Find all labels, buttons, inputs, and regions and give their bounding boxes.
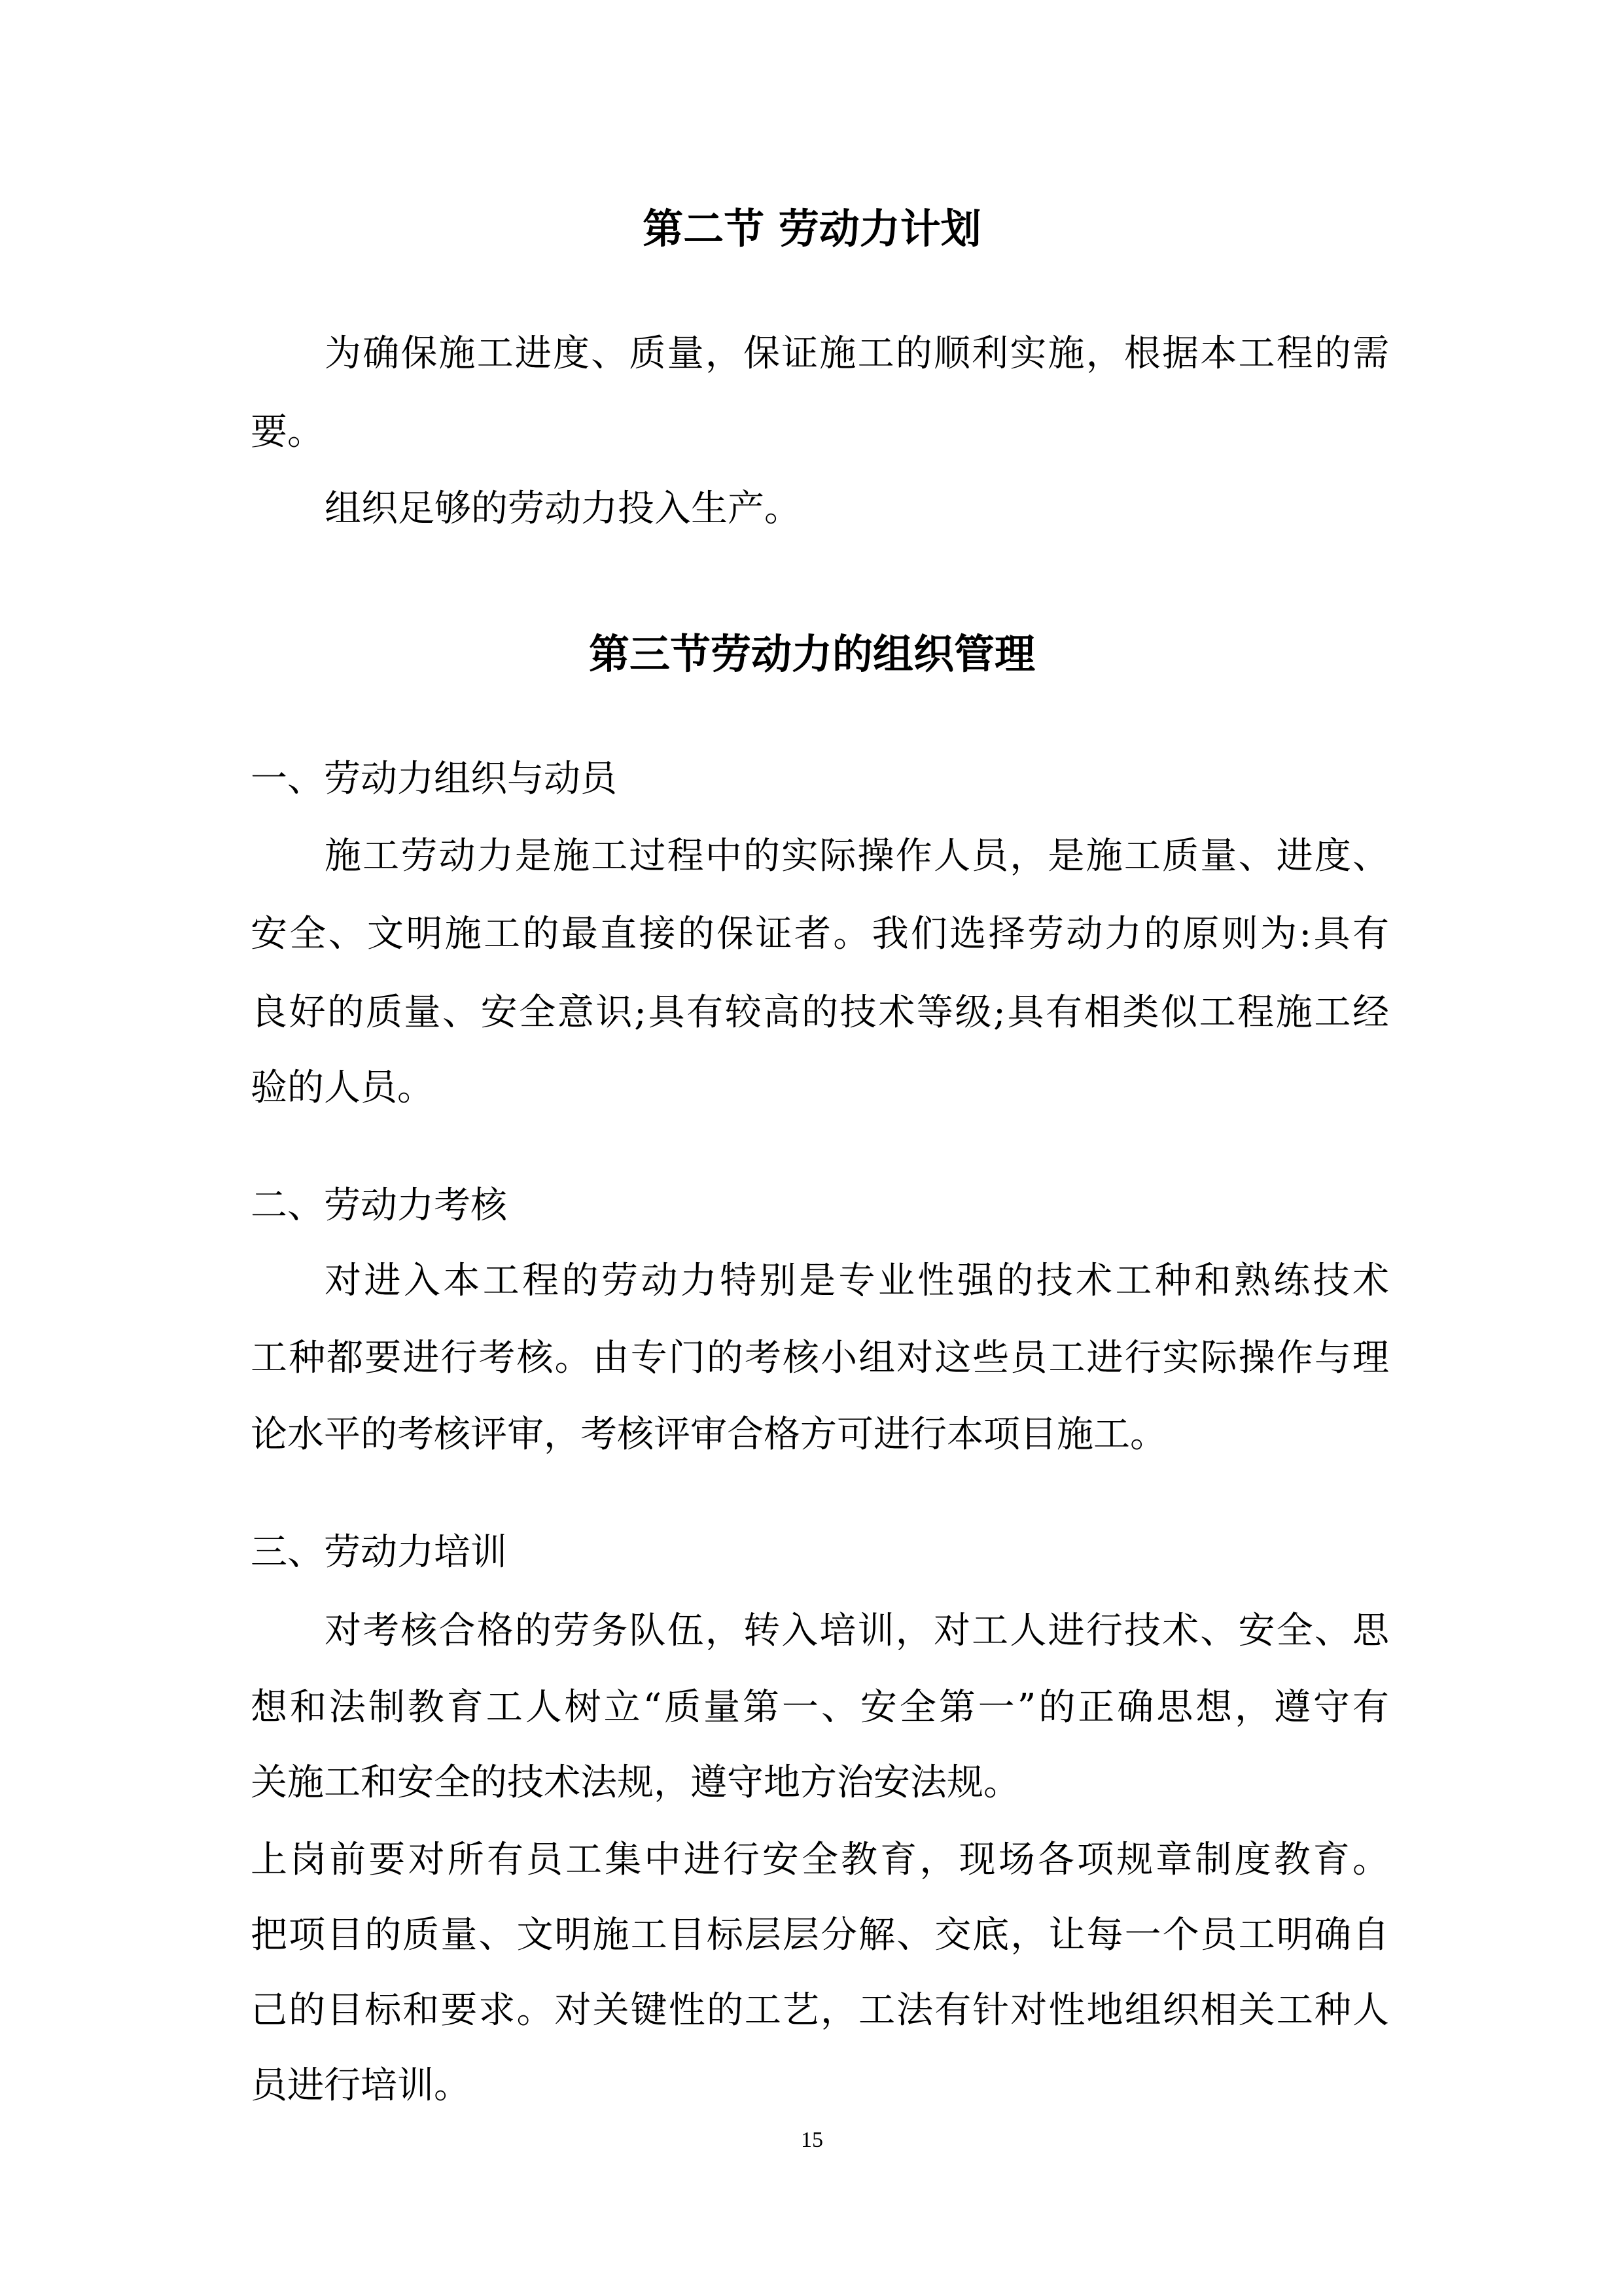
paragraph-line: 良好的质量、安全意识;具有较高的技术等级;具有相类似工程施工经: [251, 991, 1389, 1034]
paragraph-line: 上岗前要对所有员工集中进行安全教育，现场各项规章制度教育。: [251, 1839, 1389, 1881]
subheading-assessment: 二、劳动力考核: [251, 1184, 507, 1227]
paragraph-line: 对考核合格的劳务队伍，转入培训，对工人进行技术、安全、思: [325, 1610, 1389, 1652]
paragraph-line: 验的人员。: [251, 1067, 434, 1109]
paragraph-line: 论水平的考核评审，考核评审合格方可进行本项目施工。: [251, 1413, 1167, 1456]
paragraph-line: 己的目标和要求。对关键性的工艺，工法有针对性地组织相关工种人: [251, 1989, 1389, 2032]
paragraph-line: 施工劳动力是施工过程中的实际操作人员，是施工质量、进度、: [325, 835, 1389, 877]
paragraph-line: 为确保施工进度、质量，保证施工的顺利实施，根据本工程的需: [325, 332, 1389, 375]
paragraph-line: 要。: [251, 411, 324, 453]
paragraph-line: 把项目的质量、文明施工目标层层分解、交底，让每一个员工明确自: [251, 1914, 1389, 1956]
paragraph-line: 关施工和安全的技术法规，遵守地方治安法规。: [251, 1761, 1020, 1804]
paragraph-line: 工种都要进行考核。由专门的考核小组对这些员工进行实际操作与理: [251, 1337, 1389, 1379]
paragraph-line: 想和法制教育工人树立“质量第一、安全第一”的正确思想，遵守有: [251, 1686, 1389, 1729]
page-number: 15: [801, 2128, 823, 2152]
section-title-labor-management: 第三节劳动力的组织管理: [588, 630, 1035, 678]
section-title-labor-plan: 第二节 劳动力计划: [643, 205, 981, 253]
paragraph-line: 对进入本工程的劳动力特别是专业性强的技术工种和熟练技术: [325, 1260, 1389, 1302]
paragraph-line: 员进行培训。: [251, 2064, 470, 2107]
subheading-organization: 一、劳动力组织与动员: [251, 758, 617, 800]
paragraph-line: 安全、文明施工的最直接的保证者。我们选择劳动力的原则为:具有: [251, 913, 1389, 955]
subheading-training: 三、劳动力培训: [251, 1531, 507, 1574]
paragraph-line: 组织足够的劳动力投入生产。: [325, 487, 801, 530]
